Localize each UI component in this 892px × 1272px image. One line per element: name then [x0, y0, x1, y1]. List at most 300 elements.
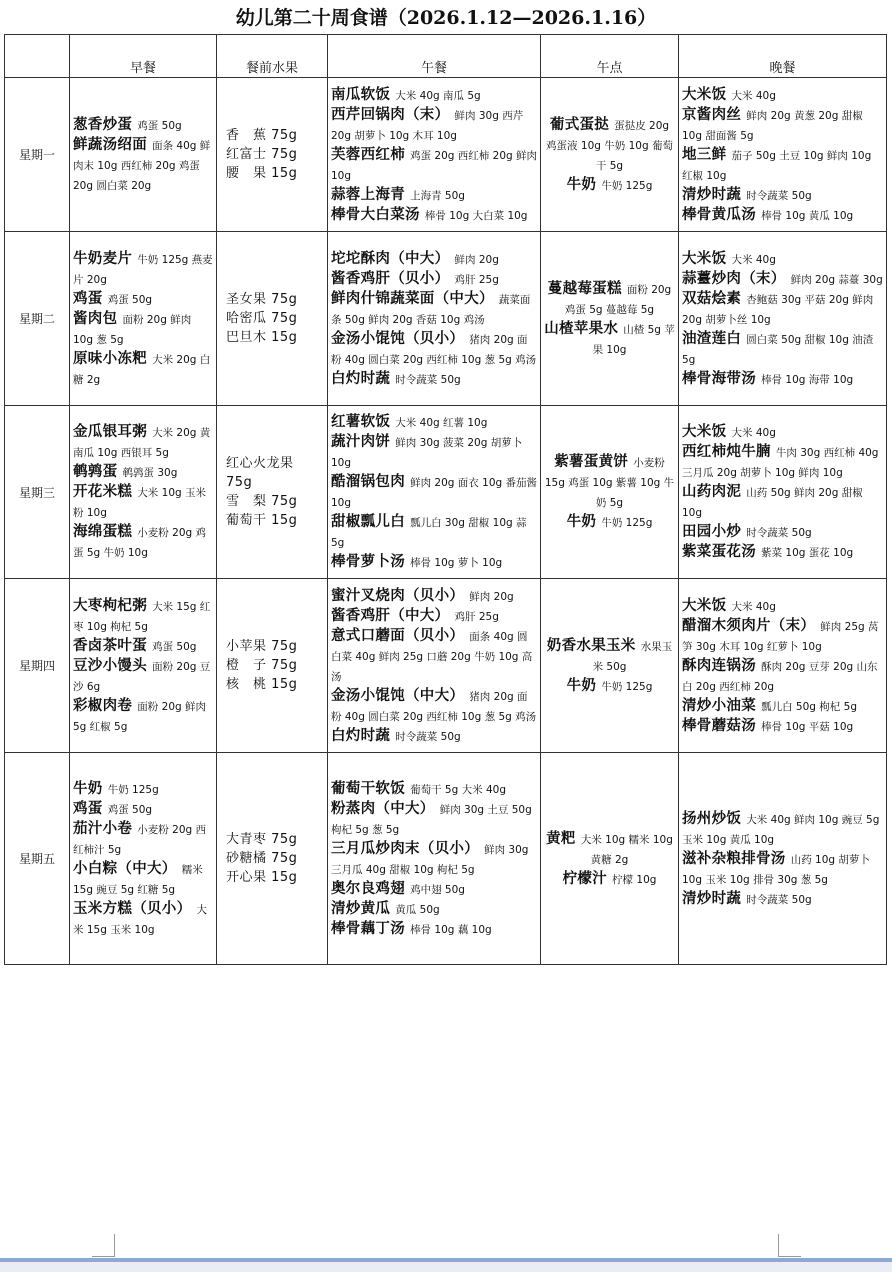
- snack-item: [544, 452, 675, 512]
- dish-ingredients: 大米 40g: [731, 600, 776, 613]
- snack-cell: [541, 232, 679, 406]
- snack-list: [544, 829, 675, 889]
- dish-name: 蒜薹炒肉（末）: [682, 270, 786, 287]
- lunch-item: [331, 586, 537, 606]
- dish-name: 豆沙小馒头: [73, 657, 147, 674]
- lunch-list: [331, 779, 537, 939]
- dish-ingredients: 鲜肉 20g 黄葱 20g 甜椒 10g 甜面酱 5g: [682, 109, 863, 142]
- dinner-item: [682, 522, 883, 542]
- breakfast-item: [73, 309, 213, 349]
- dish-name: 甜椒瓢儿白: [331, 514, 405, 530]
- dish-name: 紫菜蛋花汤: [682, 544, 756, 560]
- fruit-cell: [217, 232, 328, 406]
- dish-name: 西芹回锅肉（末）: [331, 106, 450, 123]
- dinner-cell: [679, 753, 887, 965]
- bottom-status-strip: [0, 1262, 892, 1272]
- snack-cell: [541, 78, 679, 232]
- dinner-cell: [679, 232, 887, 406]
- breakfast-cell: [70, 753, 217, 965]
- breakfast-item: [73, 482, 213, 522]
- dish-name: 原味小冻粑: [73, 350, 147, 367]
- dish-ingredients: 牛肉 30g 西红柿 40g 三月瓜 20g 胡萝卜 10g 鲜肉 10g: [682, 447, 879, 479]
- dish-ingredients: 圆白菜 50g 甜椒 10g 油渣 5g: [682, 333, 874, 366]
- breakfast-item: [73, 859, 213, 899]
- dish-ingredients: 棒骨 10g 黄瓜 10g: [761, 209, 854, 222]
- dish-name: 蒜蓉上海青: [331, 186, 405, 203]
- dish-name: 牛奶: [566, 514, 597, 530]
- dish-ingredients: 棒骨 10g 萝卜 10g: [410, 557, 503, 569]
- dish-name: 棒骨蘑菇汤: [682, 717, 756, 734]
- page-corner-mark-right: [778, 1234, 801, 1257]
- dish-name: 金汤小馄饨（贝小）: [331, 330, 465, 347]
- breakfast-cell: [70, 406, 217, 579]
- breakfast-item: [73, 819, 213, 859]
- dinner-list: [682, 809, 883, 909]
- fruit-item: 哈密瓜 75g: [226, 311, 298, 326]
- day-row: [5, 579, 887, 753]
- lunch-list: [331, 249, 537, 389]
- dish-name: 红薯软饭: [331, 414, 391, 430]
- dish-ingredients: 鸡蛋 20g 西红柿 20g 鲜肉 10g: [331, 149, 537, 182]
- day-row: [5, 78, 887, 232]
- snack-cell: [541, 579, 679, 753]
- dish-name: 茄汁小卷: [73, 820, 133, 837]
- dish-ingredients: 面粉 20g 鸡蛋 5g 蔓越莓 5g: [564, 283, 672, 316]
- dish-ingredients: 大米 40g: [731, 89, 776, 102]
- dinner-item: [682, 442, 883, 482]
- dish-name: 蔬汁肉饼: [331, 434, 391, 450]
- dinner-item: [682, 205, 883, 225]
- dish-ingredients: 面粉 20g 鲜肉 5g 红椒 5g: [73, 700, 206, 733]
- dish-name: 坨坨酥肉（中大）: [331, 250, 450, 267]
- dish-name: 鹌鹑蛋: [73, 464, 118, 480]
- dish-ingredients: 面粉 20g 豆沙 6g: [73, 660, 211, 693]
- dish-ingredients: 酥肉 20g 豆芽 20g 山东白 20g 西红柿 20g: [682, 660, 878, 693]
- breakfast-cell: [70, 579, 217, 753]
- dish-name: 双菇烩素: [682, 290, 742, 307]
- breakfast-list: [73, 115, 213, 195]
- dish-ingredients: 棒骨 10g 平菇 10g: [761, 720, 854, 733]
- dish-ingredients: 大米 15g 红枣 10g 枸杞 5g: [73, 600, 211, 633]
- snack-item: [544, 676, 675, 696]
- breakfast-item: [73, 462, 213, 482]
- dish-name: 三月瓜炒肉末（贝小）: [331, 840, 479, 857]
- day-label: 星期四: [5, 579, 70, 753]
- fruit-item: 香 蕉 75g: [226, 128, 298, 143]
- dish-name: 鲜肉什锦蔬菜面（中大）: [331, 290, 494, 307]
- dish-name: 大米饭: [682, 424, 727, 440]
- lunch-item: [331, 249, 537, 269]
- dinner-list: [682, 249, 883, 389]
- dish-name: 棒骨海带汤: [682, 370, 756, 387]
- dish-name: 开花米糕: [73, 484, 133, 500]
- day-label: 星期三: [5, 406, 70, 579]
- page-title: 幼儿第二十周食谱（2026.1.12—2026.1.16）: [235, 7, 657, 29]
- dish-ingredients: 山楂 5g 苹果 10g: [592, 323, 675, 356]
- breakfast-item: [73, 799, 213, 819]
- dish-name: 黄粑: [546, 830, 576, 847]
- dish-name: 白灼时蔬: [331, 727, 391, 744]
- fruit-cell: [217, 406, 328, 579]
- menu-table: [4, 34, 887, 965]
- breakfast-cell: [70, 78, 217, 232]
- lunch-item: [331, 432, 537, 472]
- snack-list: [544, 279, 675, 359]
- dish-ingredients: 黄瓜 50g: [395, 903, 440, 916]
- dish-name: 牛奶: [566, 176, 597, 193]
- dish-ingredients: 牛奶 125g: [107, 783, 159, 796]
- breakfast-item: [73, 696, 213, 736]
- dinner-item: [682, 185, 883, 205]
- dish-name: 酥肉连锅汤: [682, 657, 756, 674]
- breakfast-item: [73, 522, 213, 562]
- dish-ingredients: 大米 40g 红薯 10g: [395, 417, 488, 429]
- dinner-list: [682, 85, 883, 225]
- dinner-item: [682, 329, 883, 369]
- dish-name: 葡式蛋挞: [549, 116, 610, 133]
- dish-ingredients: 大米 40g 南瓜 5g: [395, 89, 481, 102]
- lunch-item: [331, 606, 537, 626]
- dish-name: 粉蒸肉（中大）: [331, 800, 435, 817]
- dish-ingredients: 水果玉米 50g: [592, 640, 673, 673]
- dish-name: 棒骨藕丁汤: [331, 920, 405, 937]
- day-label: 星期一: [5, 78, 70, 232]
- lunch-cell: [328, 406, 541, 579]
- dish-name: 小白粽（中大）: [73, 860, 177, 877]
- dish-name: 清炒时蔬: [682, 186, 742, 203]
- dish-ingredients: 棒骨 10g 大白菜 10g: [424, 209, 528, 222]
- header-dinner: 晚餐: [679, 35, 887, 78]
- lunch-item: [331, 552, 537, 572]
- dinner-item: [682, 145, 883, 185]
- dish-ingredients: 大米 40g: [731, 253, 776, 266]
- dish-name: 白灼时蔬: [331, 370, 391, 387]
- lunch-list: [331, 586, 537, 746]
- lunch-item: [331, 879, 537, 899]
- dish-ingredients: 棒骨 10g 藕 10g: [410, 923, 492, 936]
- menu-body: [5, 78, 887, 965]
- header-breakfast: 早餐: [70, 35, 217, 78]
- dish-name: 酱香鸡肝（中大）: [331, 607, 450, 624]
- breakfast-item: [73, 636, 213, 656]
- dish-ingredients: 牛奶 125g: [601, 680, 653, 693]
- lunch-list: [331, 85, 537, 225]
- snack-cell: [541, 753, 679, 965]
- breakfast-item: [73, 422, 213, 462]
- dish-ingredients: 面条 40g 鲜肉末 10g 西红柿 20g 鸡蛋 20g 圆白菜 20g: [73, 139, 211, 192]
- dish-name: 棒骨萝卜汤: [331, 554, 405, 570]
- dish-name: 酷溜锅包肉: [331, 474, 405, 490]
- dish-ingredients: 蛋挞皮 20g 鸡蛋液 10g 牛奶 10g 葡萄干 5g: [546, 119, 673, 172]
- dish-name: 棒骨大白菜汤: [331, 206, 420, 223]
- dish-ingredients: 面条 40g 圆白菜 40g 鲜肉 25g 口蘑 20g 牛奶 10g 高汤: [331, 630, 533, 683]
- breakfast-list: [73, 249, 213, 389]
- dish-ingredients: 面粉 20g 鲜肉 10g 葱 5g: [73, 313, 192, 346]
- dish-ingredients: 鹌鹑蛋 30g: [122, 467, 178, 479]
- lunch-item: [331, 329, 537, 369]
- lunch-item: [331, 779, 537, 799]
- dish-ingredients: 鸡肝 25g: [454, 610, 499, 623]
- dish-ingredients: 时令蔬菜 50g: [746, 527, 812, 539]
- lunch-item: [331, 105, 537, 145]
- dish-name: 牛奶麦片: [73, 250, 133, 267]
- lunch-item: [331, 289, 537, 329]
- snack-list: [544, 452, 675, 532]
- breakfast-list: [73, 422, 213, 562]
- dish-ingredients: 鲜肉 20g 面衣 10g 番茄酱 10g: [331, 477, 537, 509]
- dish-name: 海绵蛋糕: [73, 524, 133, 540]
- lunch-item: [331, 472, 537, 512]
- dish-ingredients: 山药 10g 胡萝卜 10g 玉米 10g 排骨 30g 葱 5g: [682, 853, 870, 886]
- fruit-item: 小苹果 75g: [226, 639, 298, 654]
- dinner-cell: [679, 406, 887, 579]
- dish-name: 芙蓉西红柿: [331, 146, 405, 163]
- breakfast-item: [73, 349, 213, 389]
- dinner-item: [682, 422, 883, 442]
- dish-ingredients: 瓢儿白 30g 甜椒 10g 蒜 5g: [331, 517, 527, 549]
- breakfast-list: [73, 596, 213, 736]
- header-blank: [5, 35, 70, 78]
- fruit-item: 葡萄干 15g: [226, 513, 298, 528]
- lunch-item: [331, 205, 537, 225]
- dish-ingredients: 大米 40g 鲜肉 10g 豌豆 5g 玉米 10g 黄瓜 10g: [682, 813, 880, 846]
- dish-ingredients: 大米 20g 黄南瓜 10g 西银耳 5g: [73, 427, 211, 459]
- breakfast-item: [73, 135, 213, 195]
- dinner-item: [682, 105, 883, 145]
- dinner-item: [682, 656, 883, 696]
- dish-name: 意式口蘑面（贝小）: [331, 627, 465, 644]
- day-row: [5, 753, 887, 965]
- dinner-item: [682, 616, 883, 656]
- dish-name: 金汤小馄饨（中大）: [331, 687, 465, 704]
- dish-name: 清炒小油菜: [682, 697, 756, 714]
- dish-name: 奥尔良鸡翅: [331, 880, 405, 897]
- lunch-item: [331, 919, 537, 939]
- dish-name: 鸡蛋: [73, 800, 103, 817]
- dish-ingredients: 山药 50g 鲜肉 20g 甜椒 10g: [682, 487, 863, 519]
- dinner-item: [682, 542, 883, 562]
- dish-name: 奶香水果玉米: [546, 637, 636, 654]
- dish-name: 京酱肉丝: [682, 106, 742, 123]
- dish-name: 紫薯蛋黄饼: [554, 454, 629, 470]
- dinner-item: [682, 249, 883, 269]
- fruit-cell: [217, 579, 328, 753]
- dinner-item: [682, 696, 883, 716]
- breakfast-item: [73, 656, 213, 696]
- dinner-item: [682, 482, 883, 522]
- dish-ingredients: 时令蔬菜 50g: [746, 893, 812, 906]
- dish-name: 蔓越莓蛋糕: [547, 280, 622, 297]
- lunch-item: [331, 899, 537, 919]
- dish-ingredients: 牛奶 125g 燕麦片 20g: [73, 253, 213, 286]
- lunch-list: [331, 412, 537, 572]
- dish-name: 牛奶: [566, 677, 597, 694]
- dish-ingredients: 猪肉 20g 面粉 40g 圆白菜 20g 西红柿 10g 葱 5g 鸡汤: [331, 333, 537, 366]
- snack-item: [544, 512, 675, 532]
- dish-ingredients: 牛奶 125g: [601, 179, 653, 192]
- fruit-item: 大青枣 75g: [226, 832, 298, 847]
- dish-name: 棒骨黄瓜汤: [682, 206, 756, 223]
- header-fruit: 餐前水果: [217, 35, 328, 78]
- dish-name: 醋溜木须肉片（末）: [682, 617, 816, 634]
- dish-name: 香卤茶叶蛋: [73, 637, 147, 654]
- dish-name: 玉米方糕（贝小）: [73, 900, 192, 917]
- fruit-item: 橙 子 75g: [226, 658, 298, 673]
- fruit-item: 圣女果 75g: [226, 292, 298, 307]
- dinner-item: [682, 809, 883, 849]
- dish-name: 大枣枸杞粥: [73, 597, 147, 614]
- dish-name: 山楂苹果水: [544, 320, 619, 337]
- dish-ingredients: 鲜肉 30g 西芹 20g 胡萝卜 10g 木耳 10g: [331, 109, 524, 142]
- breakfast-list: [73, 779, 213, 939]
- dish-ingredients: 大米 10g 糯米 10g 黄糖 2g: [580, 833, 673, 866]
- fruit-item: 砂糖橘 75g: [226, 851, 298, 866]
- lunch-item: [331, 799, 537, 839]
- dish-ingredients: 时令蔬菜 50g: [395, 373, 461, 386]
- lunch-item: [331, 726, 537, 746]
- dish-ingredients: 紫菜 10g 蛋花 10g: [761, 547, 854, 559]
- dish-name: 扬州炒饭: [682, 810, 742, 827]
- dinner-item: [682, 369, 883, 389]
- dish-ingredients: 猪肉 20g 面粉 40g 圆白菜 20g 西红柿 10g 葱 5g 鸡汤: [331, 690, 537, 723]
- dish-ingredients: 鸡蛋 50g: [137, 119, 182, 132]
- dish-ingredients: 葡萄干 5g 大米 40g: [410, 783, 506, 796]
- dish-name: 金瓜银耳粥: [73, 424, 147, 440]
- dish-ingredients: 鸡蛋 50g: [152, 640, 197, 653]
- dish-name: 大米饭: [682, 597, 727, 614]
- snack-item: [544, 829, 675, 869]
- lunch-item: [331, 369, 537, 389]
- fruit-item: 核 桃 15g: [226, 677, 298, 692]
- dish-name: 柠檬汁: [562, 870, 607, 887]
- dish-ingredients: 鲜肉 30g 土豆 50g 枸杞 5g 葱 5g: [331, 803, 532, 836]
- dish-name: 鲜蔬汤绍面: [73, 136, 147, 153]
- dish-name: 地三鲜: [682, 146, 727, 163]
- dish-name: 蜜汁叉烧肉（贝小）: [331, 587, 465, 604]
- snack-item: [544, 175, 675, 195]
- dish-ingredients: 鲜肉 20g: [469, 590, 514, 603]
- dish-ingredients: 鲜肉 30g 菠菜 20g 胡萝卜 10g: [331, 437, 523, 469]
- dish-ingredients: 杏鲍菇 30g 平菇 20g 鲜肉 20g 胡萝卜丝 10g: [682, 293, 874, 326]
- snack-item: [544, 319, 675, 359]
- dinner-item: [682, 849, 883, 889]
- dish-ingredients: 上海青 50g: [410, 189, 465, 202]
- dish-ingredients: 鲜肉 20g 蒜薹 30g: [790, 273, 883, 286]
- breakfast-item: [73, 249, 213, 289]
- dinner-list: [682, 422, 883, 562]
- fruit-item: 开心果 15g: [226, 870, 298, 885]
- dish-ingredients: 大米 15g 玉米 10g: [73, 903, 207, 936]
- lunch-item: [331, 686, 537, 726]
- fruit-item: 红富士 75g: [226, 147, 298, 162]
- header-lunch: 午餐: [328, 35, 541, 78]
- fruit-item: 雪 梨 75g: [226, 494, 298, 509]
- dish-name: 葱香炒蛋: [73, 116, 133, 133]
- lunch-cell: [328, 579, 541, 753]
- dinner-item: [682, 85, 883, 105]
- dish-ingredients: 牛奶 125g: [601, 517, 653, 529]
- header-snack: 午点: [541, 35, 679, 78]
- fruit-item: 巴旦木 15g: [226, 330, 298, 345]
- fruit-item: 腰 果 15g: [226, 166, 298, 181]
- dish-ingredients: 棒骨 10g 海带 10g: [761, 373, 854, 386]
- dish-name: 山药肉泥: [682, 484, 742, 500]
- page-corner-mark-left: [92, 1234, 115, 1257]
- dish-name: 牛奶: [73, 780, 103, 797]
- dinner-cell: [679, 78, 887, 232]
- dish-ingredients: 鸡蛋 50g: [107, 803, 153, 816]
- dish-ingredients: 鸡蛋 50g: [107, 293, 153, 306]
- snack-list: [544, 115, 675, 195]
- dish-ingredients: 鲜肉 30g 三月瓜 40g 甜椒 10g 枸杞 5g: [331, 843, 529, 876]
- snack-item: [544, 869, 675, 889]
- lunch-item: [331, 269, 537, 289]
- lunch-item: [331, 145, 537, 185]
- day-row: [5, 406, 887, 579]
- fruit-cell: [217, 78, 328, 232]
- dish-name: 鸡蛋: [73, 290, 103, 307]
- dinner-item: [682, 269, 883, 289]
- dish-ingredients: 小麦粉 20g 鸡蛋 5g 牛奶 10g: [73, 527, 206, 559]
- dish-name: 南瓜软饭: [331, 86, 391, 103]
- dish-ingredients: 大米 20g 白糖 2g: [73, 353, 211, 386]
- breakfast-item: [73, 899, 213, 939]
- dish-name: 西红柿炖牛腩: [682, 444, 771, 460]
- fruit-cell: [217, 753, 328, 965]
- lunch-item: [331, 412, 537, 432]
- dish-name: 田园小炒: [682, 524, 742, 540]
- breakfast-item: [73, 115, 213, 135]
- breakfast-item: [73, 289, 213, 309]
- dinner-cell: [679, 579, 887, 753]
- dish-ingredients: 鲜肉 20g: [454, 253, 499, 266]
- dish-name: 酱肉包: [73, 310, 118, 327]
- breakfast-item: [73, 779, 213, 799]
- dish-name: 酱香鸡肝（贝小）: [331, 270, 450, 287]
- lunch-item: [331, 839, 537, 879]
- dish-ingredients: 时令蔬菜 50g: [395, 730, 461, 743]
- day-label: 星期二: [5, 232, 70, 406]
- day-row: [5, 232, 887, 406]
- snack-item: [544, 636, 675, 676]
- dish-ingredients: 鸡中翅 50g: [410, 883, 465, 896]
- dinner-item: [682, 716, 883, 736]
- lunch-cell: [328, 232, 541, 406]
- dish-ingredients: 柠檬 10g: [612, 873, 657, 886]
- dish-ingredients: 瓢儿白 50g 枸杞 5g: [761, 700, 857, 713]
- lunch-cell: [328, 753, 541, 965]
- dinner-item: [682, 596, 883, 616]
- dish-name: 清炒时蔬: [682, 890, 742, 907]
- dish-name: 彩椒肉卷: [73, 697, 133, 714]
- dish-ingredients: 时令蔬菜 50g: [746, 189, 812, 202]
- dinner-item: [682, 289, 883, 329]
- dish-ingredients: 大米 40g: [731, 427, 776, 439]
- lunch-item: [331, 512, 537, 552]
- dish-ingredients: 糯米 15g 豌豆 5g 红糖 5g: [73, 863, 203, 896]
- dish-ingredients: 蔬菜面条 50g 鲜肉 20g 香菇 10g 鸡汤: [331, 293, 531, 326]
- dish-ingredients: 茄子 50g 土豆 10g 鲜肉 10g 红椒 10g: [682, 149, 872, 182]
- snack-item: [544, 115, 675, 175]
- dinner-list: [682, 596, 883, 736]
- lunch-item: [331, 185, 537, 205]
- snack-cell: [541, 406, 679, 579]
- dish-name: 油渣莲白: [682, 330, 742, 347]
- dish-name: 葡萄干软饭: [331, 780, 405, 797]
- dish-name: 大米饭: [682, 250, 727, 267]
- header-row: [5, 35, 887, 78]
- dish-name: 滋补杂粮排骨汤: [682, 850, 786, 867]
